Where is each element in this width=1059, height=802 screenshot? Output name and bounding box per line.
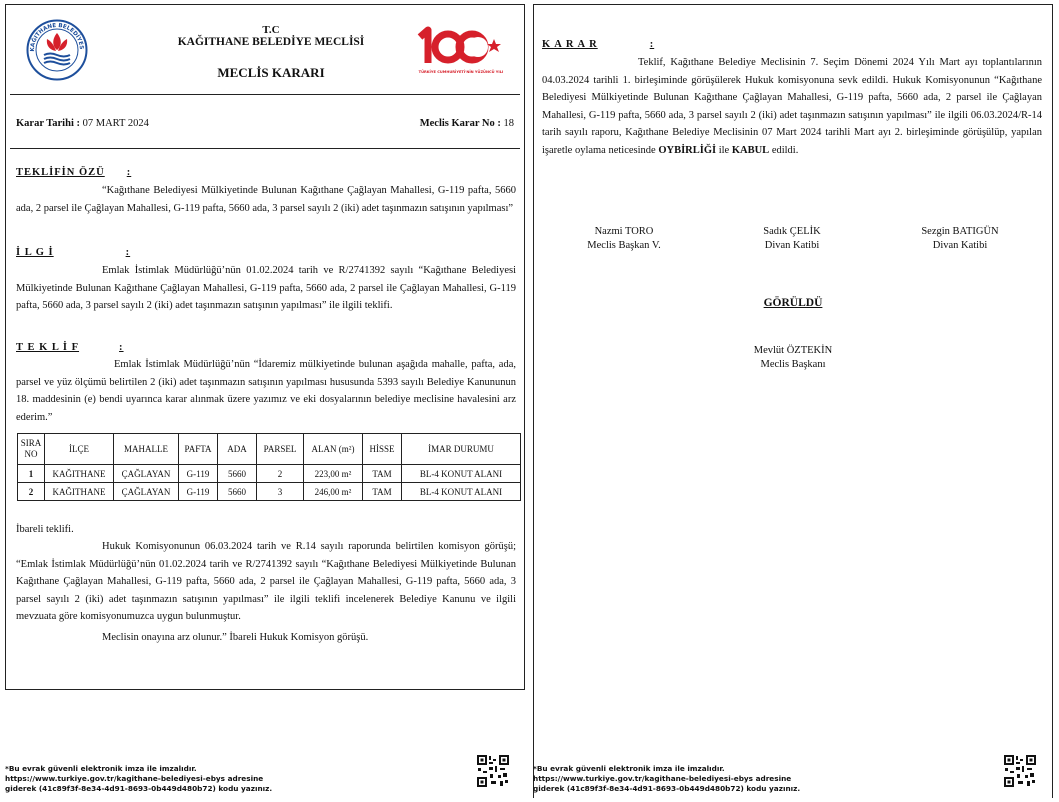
- col-pafta: PAFTA: [179, 434, 218, 465]
- table-cell: ÇAĞLAYAN: [114, 465, 179, 483]
- e-signature-note-2: *Bu evrak güvenli elektronik imza ile imzalıdır. https://www.turkiye.gov.tr/kagithane-belediyesi-ebys adresine giderek (41c89f3f-8e34-4d91-8693-0b449d480b72) kodu yazınız.: [533, 764, 973, 794]
- goruldu-heading: GÖRÜLDÜ: [763, 297, 823, 309]
- council-name: KAĞITHANE BELEDİYE MECLİSİ: [177, 36, 365, 48]
- teklif-heading: T E K L İ F :: [16, 342, 124, 353]
- table-cell: BL-4 KONUT ALANI: [402, 483, 521, 501]
- table-cell: 246,00 m²: [304, 483, 363, 501]
- page-title: MECLİS KARARI: [217, 65, 325, 80]
- decision-page-2: [533, 4, 1053, 798]
- decision-date: Karar Tarihi : 07 MART 2024: [16, 118, 149, 129]
- decision-number: Meclis Karar No : 18: [419, 118, 514, 129]
- ibareli-text: İbareli teklifi.: [16, 524, 74, 535]
- table-cell: G-119: [179, 483, 218, 501]
- table-cell: KAĞITHANE: [45, 483, 114, 501]
- karar-heading: K A R A R :: [542, 39, 655, 50]
- col-alan: ALAN (m²): [304, 434, 363, 465]
- signature-clerk-2: Sezgin BATIGÜN Divan Katibi: [921, 226, 999, 251]
- teklif-text: Emlak İstimlak Müdürlüğü’nün “İdaremiz mülkiyetinde bulunan aşağıda mahalle, pafta, ada, parsel ve yüz ölçümü belirtilen 2 (iki) adet taşınmazın satışının yapılması hususunda 5393 sayılı Belediye Kanununun 18. maddesinin (e) bendi uyarınca karar alınmak üzere yazımız ve eki dosyalarının belediye meclisine havalesini arz ederim.”: [16, 359, 516, 423]
- table-cell: 1: [18, 465, 45, 483]
- col-mahalle: MAHALLE: [114, 434, 179, 465]
- col-sira-no: SIRA NO: [18, 434, 45, 465]
- signature-mayor: Mevlüt ÖZTEKİN Meclis Başkanı: [753, 345, 833, 370]
- svg-text:KAĞITHANE BELEDİYESİ: KAĞITHANE BELEDİYES: [29, 22, 85, 52]
- table-cell: 3: [257, 483, 304, 501]
- property-table: [17, 433, 521, 501]
- kagithane-municipality-logo: [26, 19, 88, 81]
- karar-text: Teklif, Kağıthane Belediye Meclisinin 7. Seçim Dönemi 2024 Yılı Mart ayı toplantılarının 04.03.2024 tarihli 1. birleşiminde görüşülerek Hukuk komisyonuna sevk edildi. Hukuk Komisyonunun “Kağıthane Belediyesi Mülkiyetinde Bulunan Kağıthane Çağlayan Mahallesi, G-119 pafta, 5660 ada, 2 parsel ile Çağlayan Mahallesi, G-119 pafta, 5660 ada, 3 parsel sayılı 2 (iki) adet taşınmazın satışının yapılması” ile ilgili 06.03.2024/R-14 tarih sayılı raporu, Kağıthane Belediye Meclisinin 07 Mart 2024 tarihli Mart ayı 2. birleşiminde görüşülüp, yapılan işaretle oylama neticesinde OYBİRLİĞİ ile KABUL edildi.: [542, 57, 1042, 156]
- col-ada: ADA: [218, 434, 257, 465]
- col-parsel: PARSEL: [257, 434, 304, 465]
- table-cell: 2: [257, 465, 304, 483]
- svg-text:TÜRKİYE CUMHURİYETİ'NİN YÜZÜNC: TÜRKİYE CUMHURİYETİ'NİN YÜZÜNCÜ YILI: [418, 70, 504, 74]
- table-cell: G-119: [179, 465, 218, 483]
- table-cell: 5660: [218, 465, 257, 483]
- ilgi-text: Emlak İstimlak Müdürlüğü’nün 01.02.2024 tarih ve R/2741392 sayılı “Kağıthane Belediyesi Mülkiyetinde Bulunan Kağıthane Çağlayan Mahallesi, G-119 pafta, 5660 ada, 2 parsel ile Çağlayan Mahallesi, G-119 pafta, 5660 ada, 3 parsel sayılı 2 (iki) adet taşınmazın satışının yapılması” ile ilgili teklifi.: [16, 265, 516, 311]
- e-signature-note-1: *Bu evrak güvenli elektronik imza ile imzalıdır. https://www.turkiye.gov.tr/kagithane-belediyesi-ebys adresine giderek (41c89f3f-8e34-4d91-8693-0b449d480b72) kodu yazınız.: [5, 764, 445, 794]
- table-header-row: [18, 434, 521, 465]
- table-cell: 5660: [218, 483, 257, 501]
- header-tc: T.C: [262, 24, 280, 36]
- table-cell: BL-4 KONUT ALANI: [402, 465, 521, 483]
- verification-link-2[interactable]: https://www.turkiye.gov.tr/kagithane-belediyesi-ebys adresine: [533, 774, 792, 783]
- signature-chair: Nazmi TORO Meclis Başkan V.: [587, 226, 661, 251]
- header-divider: [10, 94, 520, 95]
- ozu-heading: TEKLİFİN ÖZÜ :: [16, 167, 132, 178]
- signature-clerk-1: Sadık ÇELİK Divan Katibi: [763, 226, 821, 251]
- ilgi-heading: İ L G İ :: [16, 247, 131, 258]
- meta-divider: [10, 148, 520, 149]
- qr-code-icon: [1003, 754, 1037, 788]
- ozu-text: “Kağıthane Belediyesi Mülkiyetinde Bulunan Kağıthane Çağlayan Mahallesi, G-119 pafta, 5660 ada, 2 parsel ile Çağlayan Mahallesi, G-119 pafta, 5660 ada, 3 parsel sayılı 2 (iki) adet taşınmazın satışının yapılması”: [16, 185, 516, 214]
- table-row: [18, 483, 521, 501]
- table-cell: 2: [18, 483, 45, 501]
- col-imar-durumu: İMAR DURUMU: [402, 434, 521, 465]
- col-hisse: HİSSE: [363, 434, 402, 465]
- table-cell: 223,00 m²: [304, 465, 363, 483]
- table-cell: TAM: [363, 483, 402, 501]
- table-cell: KAĞITHANE: [45, 465, 114, 483]
- onay-text: Meclisin onayına arz olunur.” İbareli Hukuk Komisyon görüşü.: [102, 632, 369, 643]
- qr-code-icon: [476, 754, 510, 788]
- komisyon-text: Hukuk Komisyonunun 06.03.2024 tarih ve R.14 sayılı raporunda belirtilen komisyon görüşü; “Emlak İstimlak Müdürlüğü’nün 01.02.2024 tarih ve R/2741392 sayılı “Kağıthane Belediyesi Mülkiyetinde Bulunan Kağıthane Çağlayan Mahallesi, G-119 pafta, 5660 ada, 2 parsel ile Çağlayan Mahallesi, G-119 pafta, 5660 ada, 3 parsel sayılı 2 (iki) adet taşınmazın satışının yapılması” ile ilgili teklifi incelenerek Belediye Kanunu ve ilgili mevzuata göre komisyonumuzca uygun bulunmuştur.: [16, 541, 516, 622]
- centennial-100-logo: [414, 25, 508, 77]
- verification-link-1[interactable]: https://www.turkiye.gov.tr/kagithane-belediyesi-ebys adresine: [5, 774, 264, 783]
- table-cell: TAM: [363, 465, 402, 483]
- table-cell: ÇAĞLAYAN: [114, 483, 179, 501]
- table-row: [18, 465, 521, 483]
- col-ilce: İLÇE: [45, 434, 114, 465]
- decision-page-1: [5, 4, 525, 690]
